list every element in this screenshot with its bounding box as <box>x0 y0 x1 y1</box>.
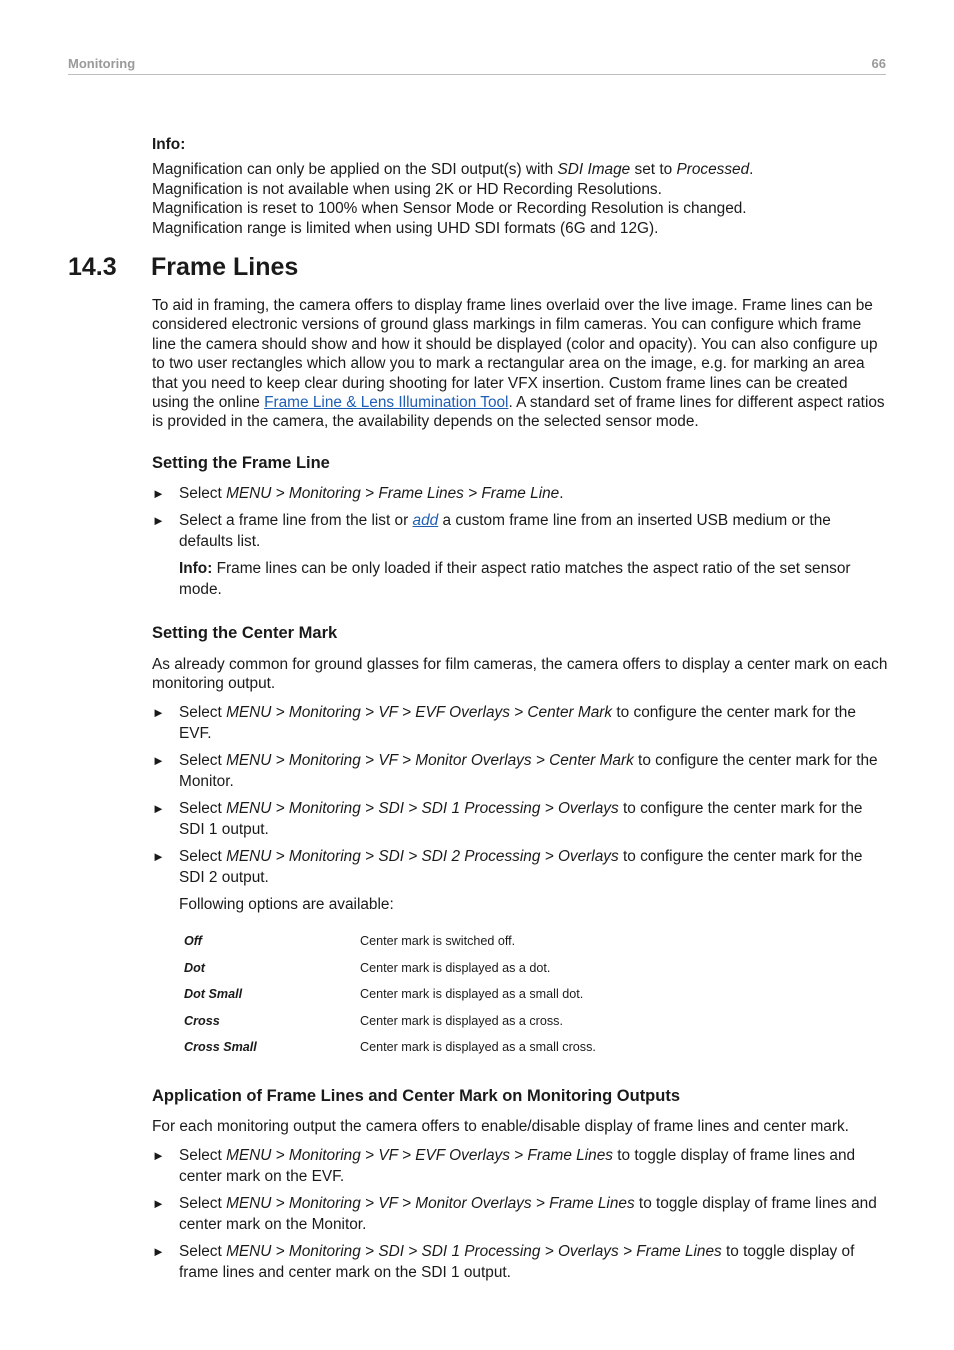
page-header <box>68 56 886 75</box>
info-label: Info: <box>152 136 186 153</box>
option-name: Cross Small <box>184 1040 257 1054</box>
option-name: Cross <box>184 1013 220 1028</box>
list-item: ► Select MENU > Monitoring > VF > EVF Overlays > Center Mark to configure the center mark for the EVF. <box>152 704 856 742</box>
header-section-title: Monitoring <box>68 56 136 71</box>
option-description: Center mark is displayed as a small cross. <box>360 1040 596 1054</box>
option-name: Off <box>184 934 202 948</box>
bullet-arrow-icon: ► <box>152 753 165 768</box>
page-number: 66 <box>871 56 886 71</box>
section-number: 14.3 <box>68 253 117 281</box>
table-row <box>179 957 739 984</box>
bullet-arrow-icon: ► <box>152 849 165 864</box>
list-item: ► Select MENU > Monitoring > SDI > SDI 1 Processing > Overlays > Frame Lines to toggle display of frame lines and center mark on the SDI 1 output. <box>152 1243 855 1281</box>
option-description: Center mark is displayed as a small dot. <box>360 987 584 1001</box>
table-row <box>179 1010 739 1037</box>
info-line: Magnification can only be applied on the SDI output(s) with SDI Image set to Processed. <box>152 161 754 179</box>
table-row <box>179 930 739 957</box>
info-line: Magnification is not available when using 2K or HD Recording Resolutions. <box>152 180 662 198</box>
bullet-arrow-icon: ► <box>152 801 165 816</box>
options-table <box>179 930 739 1063</box>
list-item: ► Select a frame line from the list or add a custom frame line from an inserted USB medium or the defaults list. <box>152 512 831 550</box>
bullet-arrow-icon: ► <box>152 1244 165 1259</box>
list-item: ► Select MENU > Monitoring > SDI > SDI 1 Processing > Overlays to configure the center mark for the SDI 1 output. <box>152 800 863 838</box>
bullet-arrow-icon: ► <box>152 705 165 720</box>
option-name: Dot <box>184 960 205 975</box>
table-row <box>179 1036 739 1063</box>
info-box <box>152 135 888 238</box>
subheading-center-mark: Setting the Center Mark <box>152 624 338 642</box>
subheading-frame-line: Setting the Frame Line <box>152 454 330 472</box>
info-line: Magnification is reset to 100% when Sensor Mode or Recording Resolution is changed. <box>152 200 747 218</box>
intro-paragraph: To aid in framing, the camera offers to display frame lines overlaid over the live image. Frame lines can be considered electronic versions of ground glass markings in film cameras. You can configure which frame line the camera should show and how it should be displayed (color and opacity). You can also configure up to two user rectangles which allow you to mark a rectangular area on the image, e.g. for marking an area that you need to keep clear during shooting for later VFX insertion. Custom frame lines can be created using the online Frame Line & Lens Illumination Tool. A standard set of frame lines for different aspect ratios is provided in the camera, the availability depends on the selected sensor mode. <box>152 297 885 431</box>
application-intro: For each monitoring output the camera offers to enable/disable display of frame lines and center mark. <box>152 1118 849 1135</box>
option-description: Center mark is switched off. <box>360 934 516 948</box>
table-row <box>179 983 739 1010</box>
subheading-application: Application of Frame Lines and Center Mark on Monitoring Outputs <box>152 1087 681 1105</box>
list-item: ► Select MENU > Monitoring > VF > EVF Overlays > Frame Lines to toggle display of frame lines and center mark on the EVF. <box>152 1147 856 1185</box>
list-item: ► Select MENU > Monitoring > VF > Monitor Overlays > Frame Lines to toggle display of frame lines and center mark on the Monitor. <box>152 1195 877 1233</box>
frame-line-tool-link[interactable]: Frame Line & Lens Illumination Tool <box>264 394 509 412</box>
add-link[interactable]: add <box>412 512 439 529</box>
option-description: Center mark is displayed as a dot. <box>360 960 551 975</box>
frame-line-info: Info: Frame lines can be only loaded if their aspect ratio matches the aspect ratio of the set sensor mode. <box>179 560 851 598</box>
section-title: Frame Lines <box>151 253 299 281</box>
center-mark-intro: As already common for ground glasses for film cameras, the camera offers to display a center mark on each monitoring output. <box>152 656 888 693</box>
bullet-arrow-icon: ► <box>152 486 165 501</box>
option-name: Dot Small <box>184 987 243 1001</box>
list-item: ► Select MENU > Monitoring > Frame Lines > Frame Line. <box>152 485 564 502</box>
list-item: ► Select MENU > Monitoring > SDI > SDI 2 Processing > Overlays to configure the center mark for the SDI 2 output. <box>152 848 863 886</box>
options-intro: Following options are available: <box>179 896 394 913</box>
bullet-arrow-icon: ► <box>152 1148 165 1163</box>
option-description: Center mark is displayed as a cross. <box>360 1013 563 1028</box>
list-item: ► Select MENU > Monitoring > VF > Monitor Overlays > Center Mark to configure the center mark for the Monitor. <box>152 752 878 790</box>
info-line: Magnification range is limited when using UHD SDI formats (6G and 12G). <box>152 219 659 237</box>
bullet-arrow-icon: ► <box>152 1196 165 1211</box>
section-heading <box>68 253 888 282</box>
bullet-arrow-icon: ► <box>152 513 165 528</box>
